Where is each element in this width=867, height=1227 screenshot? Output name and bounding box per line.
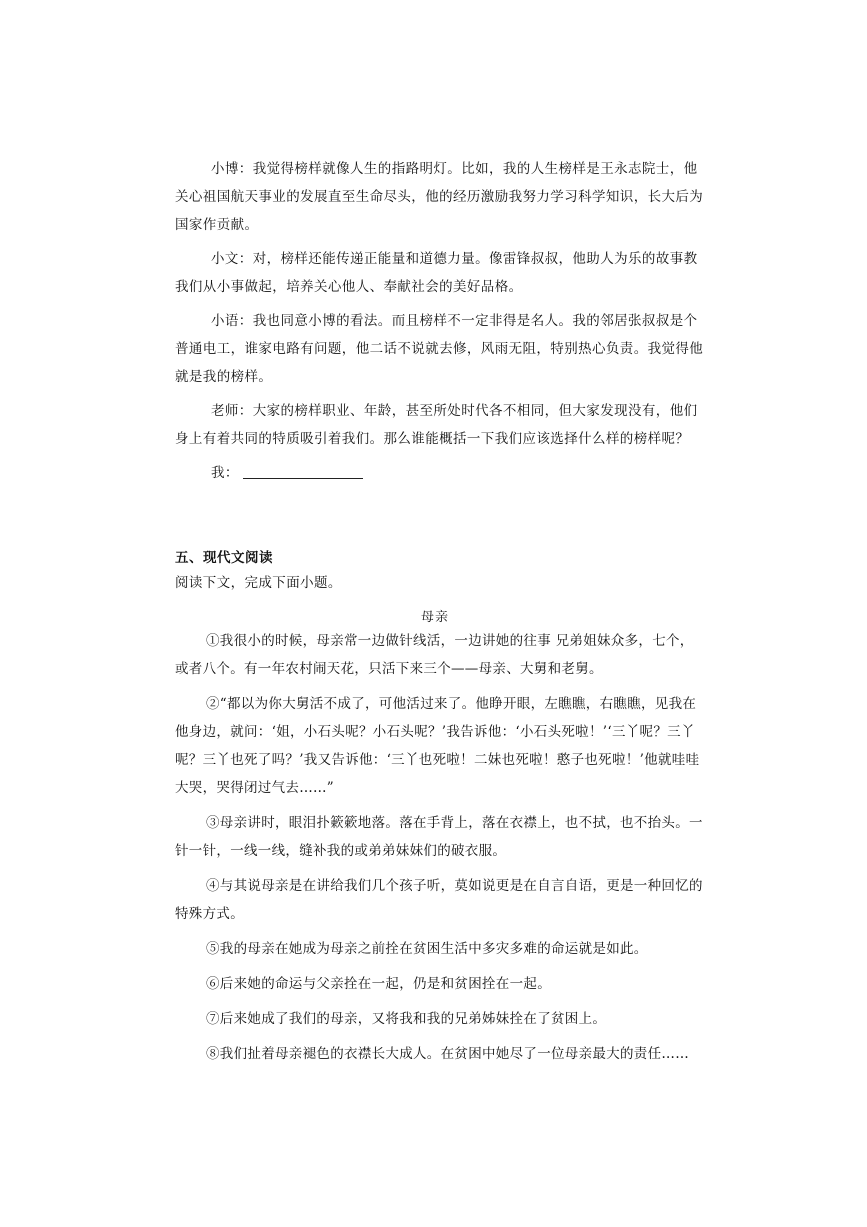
story-paragraph-6: ⑥后来她的命运与父亲拴在一起，仍是和贫困拴在一起。 [206, 976, 551, 992]
answer-line [175, 459, 705, 487]
story-paragraph-7: ⑦后来她成了我们的母亲，又将我和我的兄弟姊妹拴在了贫困上。 [206, 1011, 607, 1027]
story-paragraph-3: ③母亲讲时，眼泪扑簌簌地落。落在手背上，落在衣襟上，也不拭，也不抬头。一针一针，一线一线，缝补我的或弟弟妹妹们的破衣服。 [175, 815, 703, 859]
story-body [175, 627, 705, 1068]
story-paragraph-1: ①我很小的时候，母亲常一边做针线活，一边讲她的往事 兄弟姐妹众多，七个，或者八个。有一年农村闹天花，只活下来三个——母亲、大舅和老舅。 [175, 633, 694, 677]
story-paragraph-2: ②“都以为你大舅活不成了，可他活过来了。他睁开眼，左瞧瞧，右瞧瞧，见我在他身边，就问：‘姐，小石头呢？小石头呢？’我告诉他：‘小石头死啦！’‘三丫呢？三丫呢？三丫也死了吗？’我又告诉他：‘三丫也死啦！二妹也死啦！憨子也死啦！’他就哇哇大哭，哭得闭过气去……” [175, 696, 700, 796]
dialogue-xiaobo: 小博：我觉得榜样就像人生的指路明灯。比如，我的人生榜样是王永志院士，他关心祖国航天事业的发展直至生命尽头，他的经历激励我努力学习科学知识，长大后为国家作贡献。 [175, 161, 704, 233]
story-paragraph-4: ④与其说母亲是在讲给我们几个孩子听，莫如说更是在自言自语，更是一种回忆的特殊方式。 [175, 878, 703, 922]
story-paragraph-8: ⑧我们扯着母亲褪色的衣襟长大成人。在贫困中她尽了一位母亲最大的责任…… [206, 1046, 689, 1062]
me-label: 我： [211, 465, 239, 481]
dialogue-teacher: 老师：大家的榜样职业、年龄，甚至所处时代各不相同，但大家发现没有，他们身上有着共同的特质吸引着我们。那么谁能概括一下我们应该选择什么样的榜样呢？ [175, 403, 698, 447]
dialogue-section [175, 155, 705, 487]
story-title: 母亲 [420, 610, 449, 625]
answer-blank[interactable] [243, 464, 363, 479]
instruction-text: 阅读下文，完成下面小题。 [175, 575, 342, 591]
story-paragraph-5: ⑤我的母亲在她成为母亲之前拴在贫困生活中多灾多难的命运就是如此。 [206, 941, 648, 957]
dialogue-xiaowen: 小文：对，榜样还能传递正能量和道德力量。像雷锋叔叔，他助人为乐的故事教我们从小事做起，培养关心他人、奉献社会的美好品格。 [175, 251, 698, 295]
dialogue-xiaoyu: 小语：我也同意小博的看法。而且榜样不一定非得是名人。我的邻居张叔叔是个普通电工，谁家电路有问题，他二话不说就去修，风雨无阻，特别热心负责。我觉得他就是我的榜样。 [175, 313, 704, 385]
section-title: 五、现代文阅读 [175, 550, 273, 566]
